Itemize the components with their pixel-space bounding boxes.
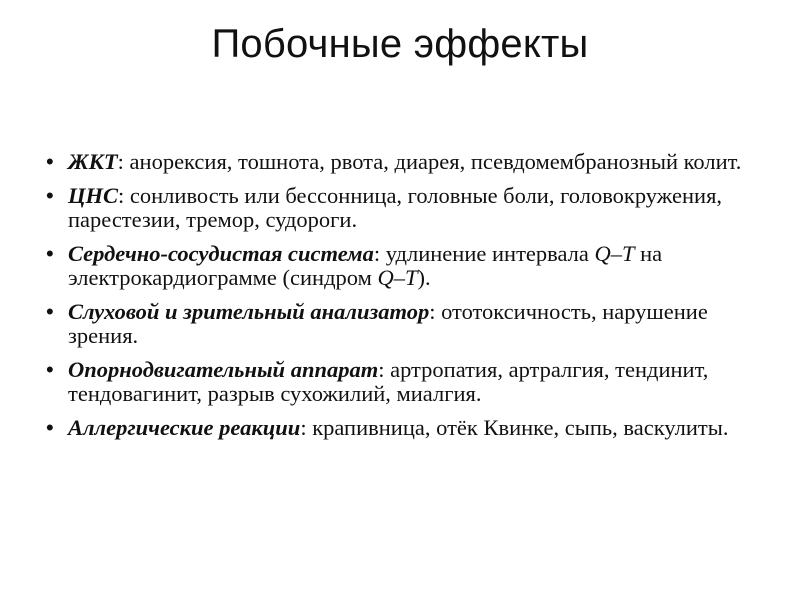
bullet-term: Сердечно-сосудистая система (68, 241, 374, 266)
bullet-text: : артропатия, артралгия, тендинит, тендовагинит, разрыв сухожилий, миалгия. (68, 357, 709, 406)
bullet-icon: • (46, 299, 54, 324)
bullet-text: : сонливость или бессонница, головные боли, головокружения, парестезии, тремор, судороги. (68, 183, 723, 232)
bullet-text: : удлинение интервала (373, 241, 595, 266)
bullet-term: Аллергические реакции (68, 415, 301, 440)
bullet-text: : ототоксичность, нарушение зрения. (68, 299, 708, 348)
bullet-term: ЦНС (68, 183, 119, 208)
bullet-term: ЖКТ (68, 149, 118, 174)
list-item-allergic (46, 416, 766, 440)
side-effects-list (46, 150, 766, 450)
bullet-icon: • (46, 357, 54, 382)
list-item-cardio (46, 242, 766, 290)
list-item-musculoskeletal (46, 358, 766, 406)
bullet-icon: • (46, 415, 54, 440)
list-item-cns (46, 184, 766, 232)
bullet-icon: • (46, 241, 54, 266)
slide-title: Побочные эффекты (211, 22, 589, 66)
bullet-icon: • (46, 149, 54, 174)
bullet-text: ). (417, 265, 431, 290)
bullet-italic-qt: Q–T (594, 241, 635, 266)
bullet-text: : крапивница, отёк Квинке, сыпь, васкулиты. (300, 415, 729, 440)
bullet-icon: • (46, 183, 54, 208)
list-item-gi (46, 150, 766, 174)
bullet-italic-qt: Q–T (377, 265, 418, 290)
bullet-text: на электрокардиограмме (синдром (68, 241, 663, 290)
list-item-hearing-vision (46, 300, 766, 348)
bullet-term: Слуховой и зрительный анализатор (68, 299, 430, 324)
bullet-text: : анорексия, тошнота, рвота, диарея, псевдомембранозный колит. (117, 149, 742, 174)
bullet-term: Опорнодвигательный аппарат (68, 357, 379, 382)
